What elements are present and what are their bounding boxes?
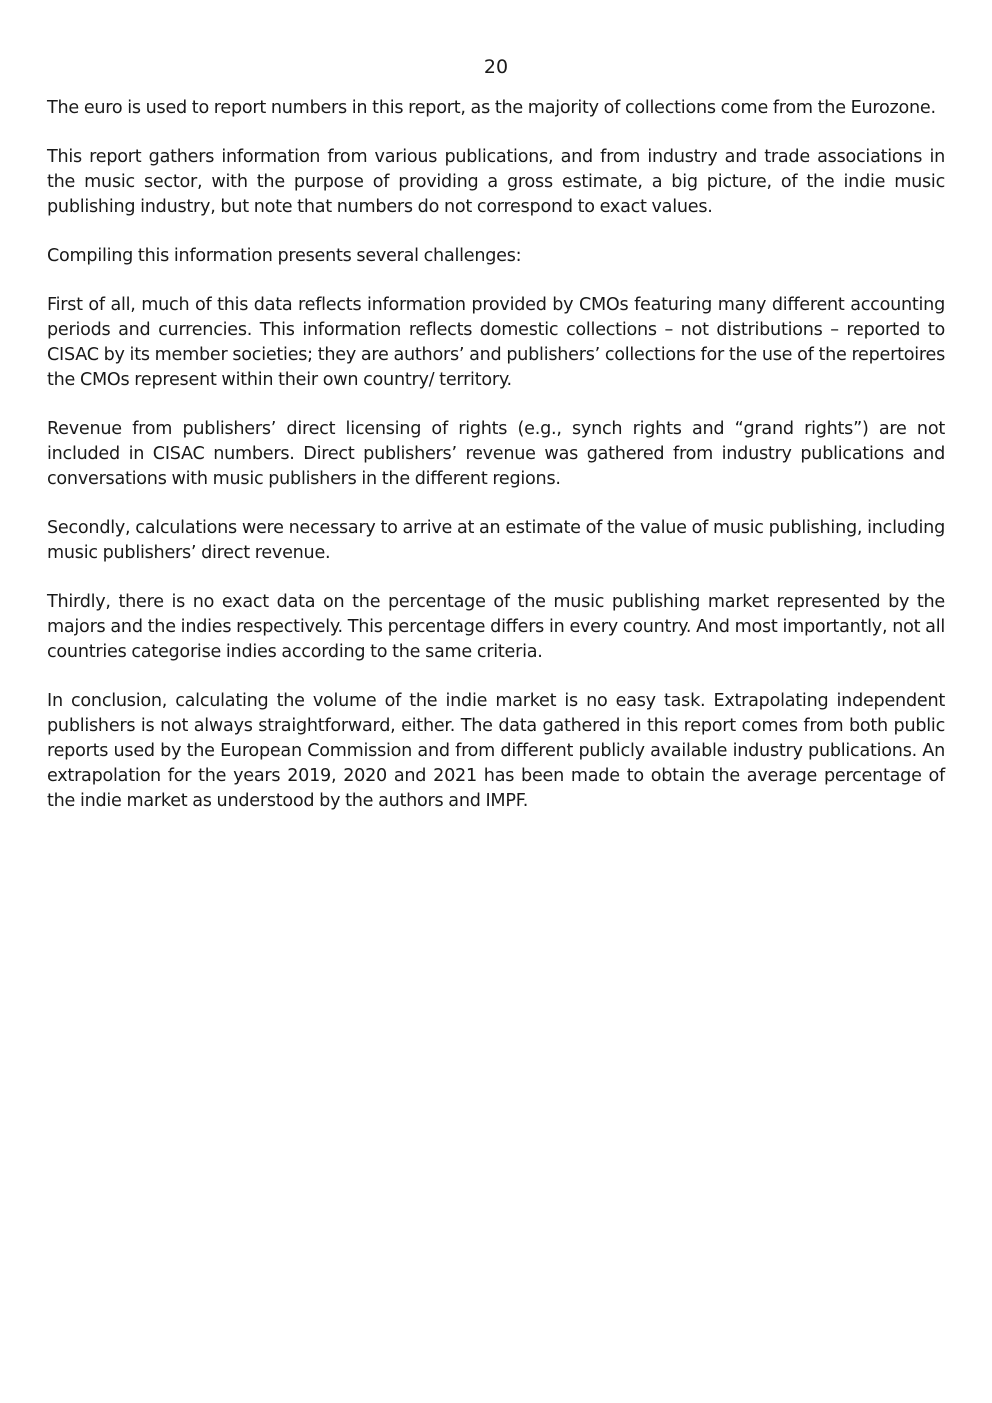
paragraph-challenges-intro: Compiling this information presents several challenges:	[47, 246, 522, 266]
paragraph-direct-revenue: Revenue from publishers’ direct licensing of rights (e.g., synch rights and “grand rights”) are not included in CISAC numbers. Direct publishers’ revenue was gathered from industry publications and conversations with music publishers in the different regions.	[47, 419, 945, 489]
paragraph-third-challenge: Thirdly, there is no exact data on the percentage of the music publishing market represented by the majors and the indies respectively. This percentage differs in every country. And most importantly, not all countries categorise indies according to the same criteria.	[47, 592, 945, 662]
paragraph-sources: This report gathers information from various publications, and from industry and trade associations in the music sector, with the purpose of providing a gross estimate, a big picture, of the indie music publishing industry, but note that numbers do not correspond to exact values.	[47, 147, 945, 217]
body-text	[47, 96, 945, 838]
paragraph-conclusion: In conclusion, calculating the volume of the indie market is no easy task. Extrapolating independent publishers is not always straightforward, either. The data gathered in this report comes from both public reports used by the European Commission and from different publicly available industry publications. An extrapolation for the years 2019, 2020 and 2021 has been made to obtain the average percentage of the indie market as understood by the authors and IMPF.	[47, 691, 945, 811]
paragraph-second-challenge: Secondly, calculations were necessary to arrive at an estimate of the value of music publishing, including music publishers’ direct revenue.	[47, 518, 945, 563]
paragraph-currency-note: The euro is used to report numbers in this report, as the majority of collections come from the Eurozone.	[47, 98, 936, 118]
paragraph-first-challenge: First of all, much of this data reflects information provided by CMOs featuring many different accounting periods and currencies. This information reflects domestic collections – not distributions – reported to CISAC by its member societies; they are authors’ and publishers’ collections for the use of the repertoires the CMOs represent within their own country/ territory.	[47, 295, 945, 390]
page-number: 20	[483, 56, 509, 78]
